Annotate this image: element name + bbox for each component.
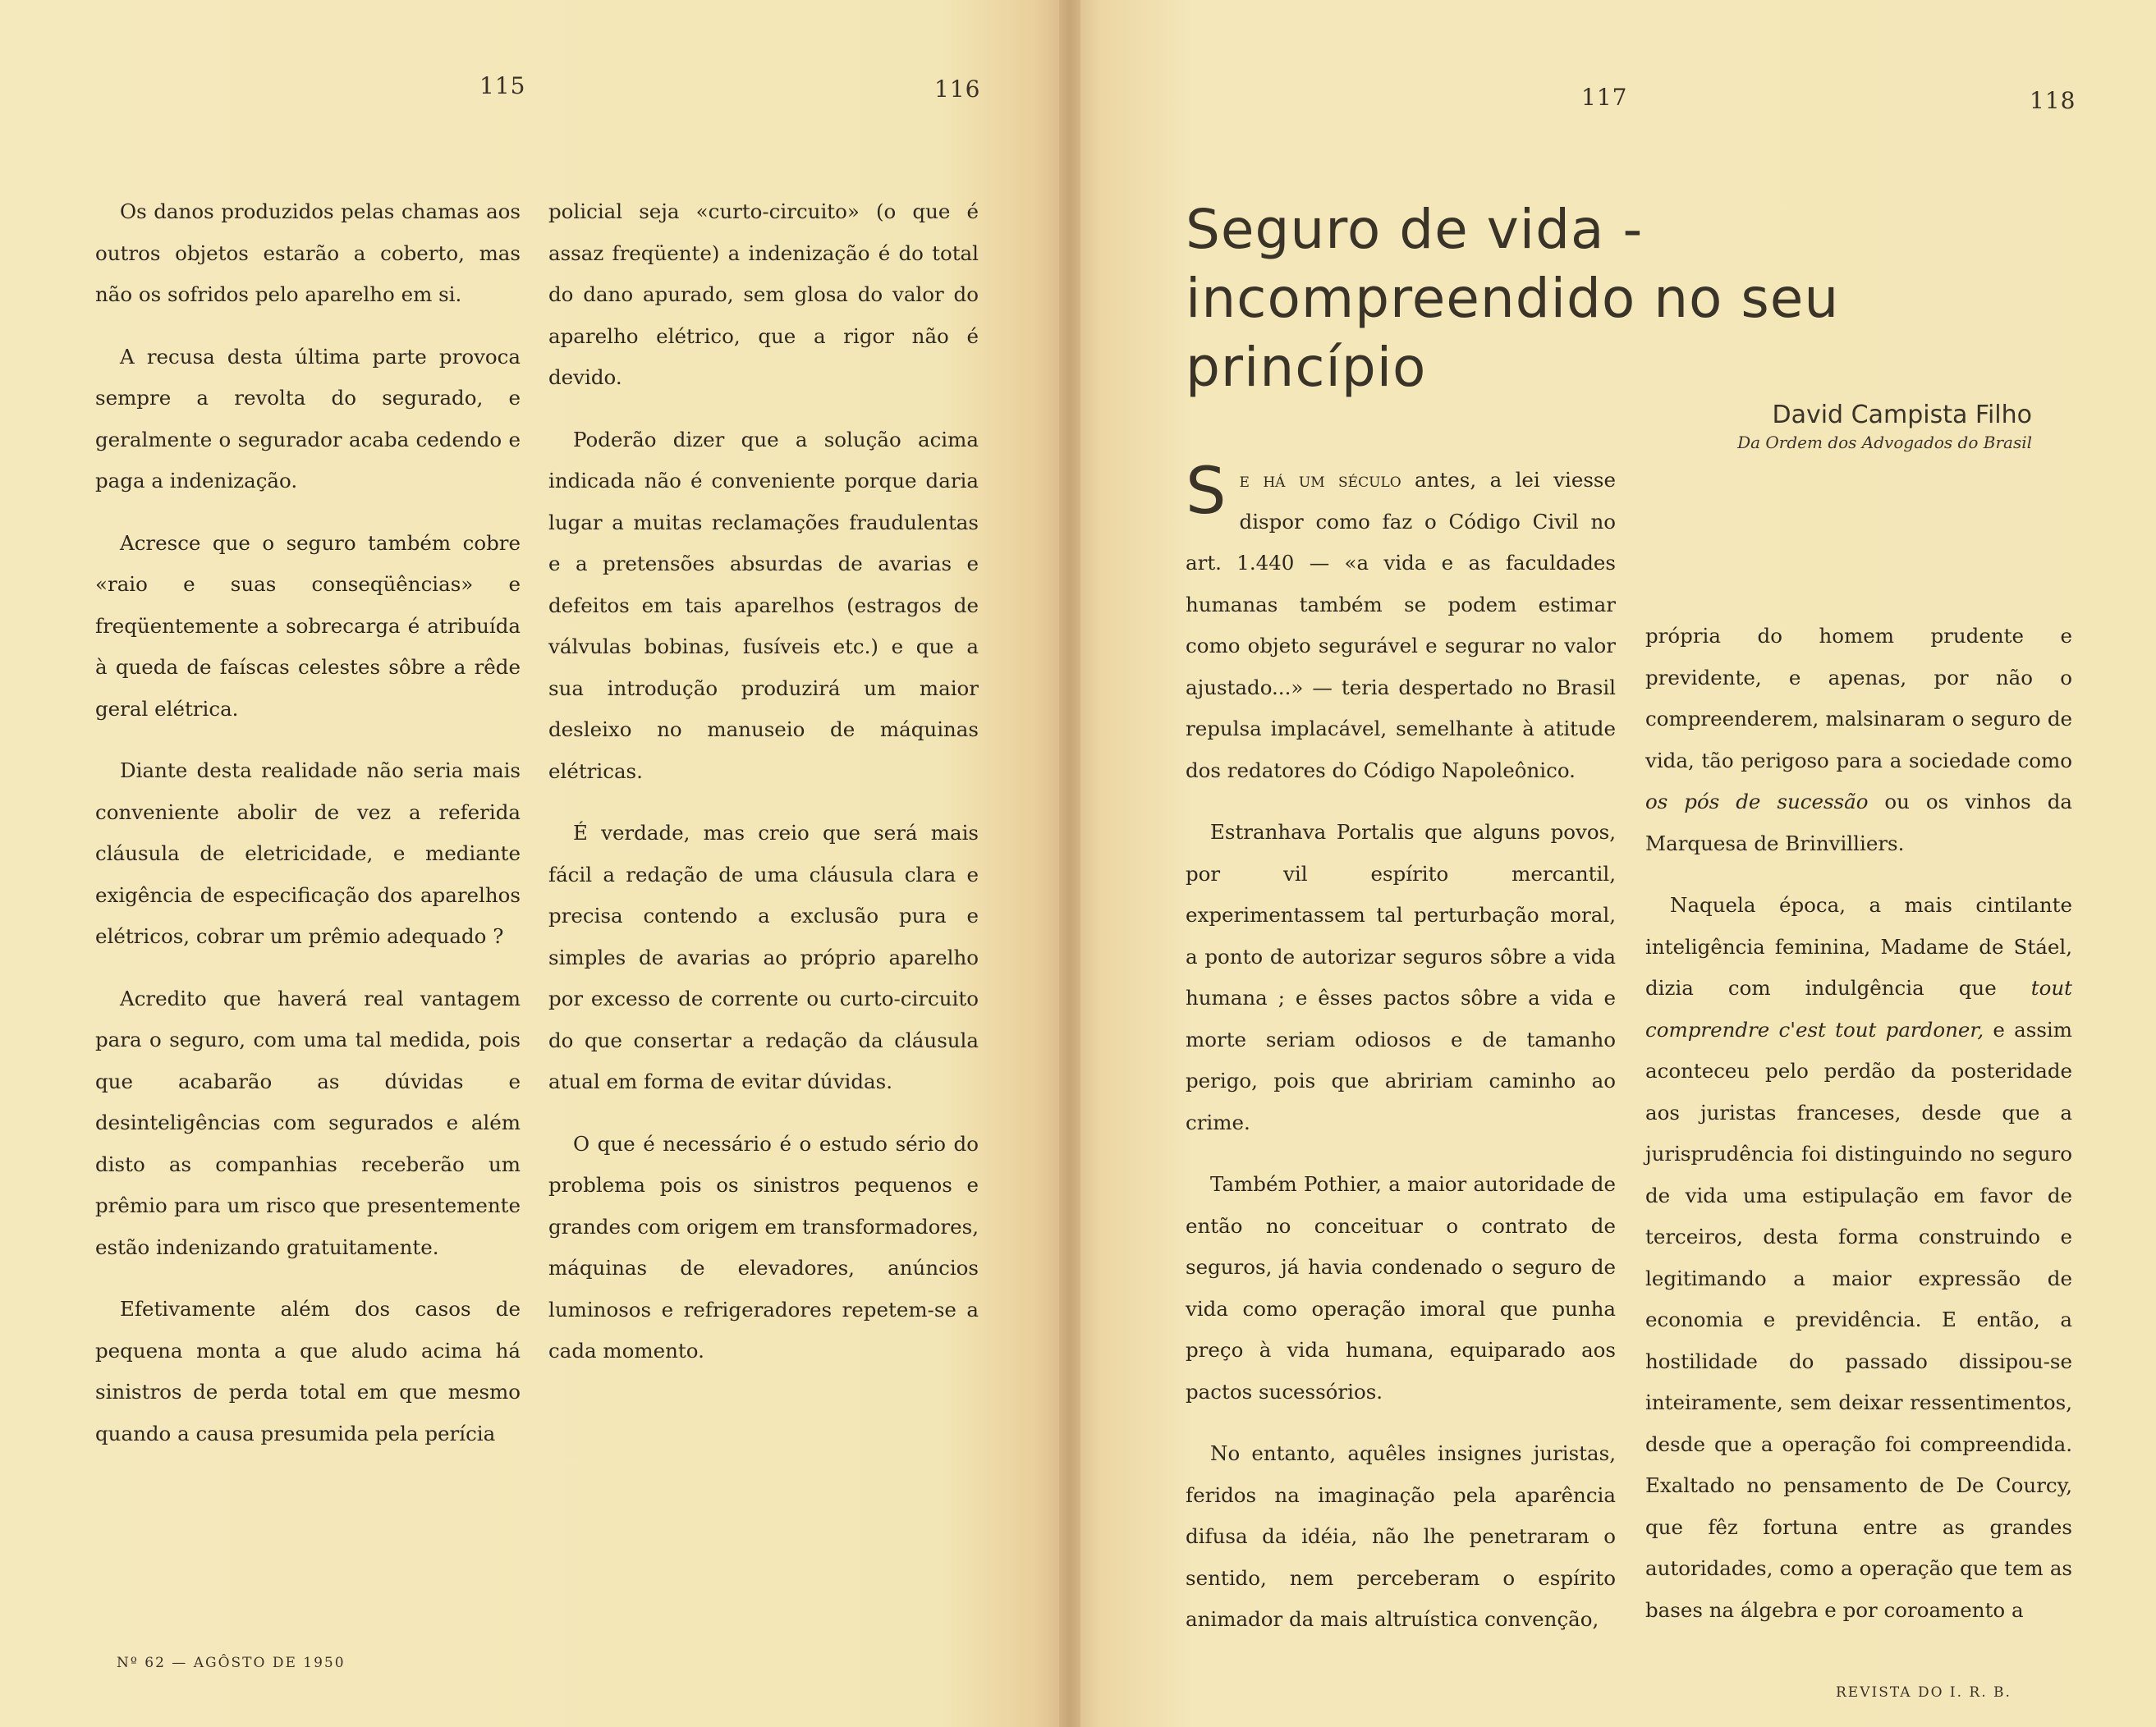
page-number-115: 115 (479, 72, 526, 99)
text-span: ou os vinhos da Marquesa de Brinvilliers. (1645, 790, 2072, 855)
author-name: David Campista Filho (1772, 401, 2032, 429)
column-page-117 (1186, 455, 1616, 1661)
book-gutter (1059, 0, 1080, 1727)
author-block (1737, 401, 2032, 452)
paragraph: Diante desta realidade não seria mais conveniente abolir de vez a referida cláusula de eletricidade, e mediante exigência de especificação dos aparelhos elétricos, cobrar um prêmio adequado ? (95, 758, 521, 948)
paragraph (1645, 885, 2072, 1631)
paragraph: Acresce que o seguro também cobre «raio e suas conseqüências» e freqüentemente a sobrecarga é atribuída à queda de faíscas celestes sôbre a rêde geral elétrica. (95, 530, 521, 721)
lead-smallcaps: e há um século (1239, 468, 1401, 492)
paragraph: O que é necessário é o estudo sério do problema pois os sinistros pequenos e grandes com origem em transformadores, máquinas de elevadores, anúncios luminosos e refrigeradores repetem-se a cada momento. (548, 1131, 979, 1363)
footer-issue: Nº 62 — AGÔSTO DE 1950 (117, 1655, 346, 1671)
italic-span: tout comprendre c'est tout pardoner, (1645, 976, 2072, 1042)
paragraph (1645, 616, 2072, 864)
paragraph: Poderão dizer que a solução acima indicada não é conveniente porque daria lugar a muitas reclamações fraudulentas e a pretensões absurdas de avarias e defeitos em tais aparelhos (estragos de válvulas bobinas, fusíveis etc.) e que a sua introdução produzirá um maior desleixo no manuseio de máquinas elétricas. (548, 427, 979, 783)
lead-text: antes, a lei viesse dispor como faz o Código Civil no art. 1.440 — «a vida e as faculdades humanas também se podem estimar como objeto segurável e segurar no valor ajustado...» — teria despertado no Brasil repulsa implacável, semelhante à atitude dos redatores do Código Napoleônico. (1186, 468, 1616, 782)
paragraph: Também Pothier, a maior autoridade de então no conceituar o contrato de seguros, já havia condenado o seguro de vida como operação imoral que punha preço à vida humana, equiparado aos pactos sucessórios. (1186, 1172, 1616, 1404)
paragraph: Acredito que haverá real vantagem para o seguro, com uma tal medida, pois que acabarão as dúvidas e desinteligências com segurados e além disto as companhias receberão um prêmio para um risco que presentemente estão indenizando gratuitamente. (95, 986, 521, 1259)
paragraph: No entanto, aquêles insignes juristas, feridos na imaginação pela aparência difusa da idéia, não lhe penetraram o sentido, nem perceberam o espírito animador da mais altruística convenção, (1186, 1441, 1616, 1631)
column-page-115 (95, 191, 521, 1475)
footer-journal: REVISTA DO I. R. B. (1836, 1684, 2012, 1701)
article-title: Seguro de vida - incompreendido no seu princípio (1186, 198, 1840, 399)
paragraph: Estranhava Portalis que alguns povos, por vil espírito mercantil, experimentassem tal perturbação moral, a ponto de autorizar seguros sôbre a vida humana ; e êsses pactos sôbre a vida e morte seriam odiosos e de tamanho perigo, pois que abririam caminho ao crime. (1186, 820, 1616, 1134)
text-span: e assim aconteceu pelo perdão da posteridade aos juristas franceses, desde que a jurisprudência foi distinguindo no seguro de vida uma estipulação em favor de terceiros, desta forma construindo e legitimando a maior expressão de economia e previdência. E então, a hostilidade do passado dissipou-se inteiramente, sem deixar ressentimentos, desde que a operação foi compreendida. Exaltado no pensamento de De Courcy, que fêz fortuna entre as grandes autoridades, como a operação que tem as bases na álgebra e por coroamento a (1645, 1017, 2072, 1622)
paragraph: É verdade, mas creio que será mais fácil a redação de uma cláusula clara e precisa contendo a exclusão pura e simples de avarias ao próprio aparelho por excesso de corrente ou curto-circuito do que consertar a redação da cláusula atual em forma de evitar dúvidas. (548, 821, 979, 1093)
lead-paragraph (1186, 455, 1616, 791)
text-span: própria do homem prudente e previdente, e apenas, por não o compreenderem, malsinaram o seguro de vida, tão perigoso para a sociedade como (1645, 624, 2072, 772)
column-page-116 (548, 191, 979, 1393)
text-span: Naquela época, a mais cintilante inteligência feminina, Madame de Stáel, dizia com indulgência que (1645, 893, 2072, 1000)
paragraph: policial seja «curto-circuito» (o que é assaz freqüente) a indenização é do total do dano apurado, sem glosa do valor do aparelho elétrico, que a rigor não é devido. (548, 199, 979, 389)
column-page-118 (1645, 616, 2072, 1651)
paragraph: Os danos produzidos pelas chamas aos outros objetos estarão a coberto, mas não os sofridos pelo aparelho em si. (95, 199, 521, 306)
page-number-118: 118 (2030, 87, 2076, 114)
italic-span: os pós de sucessão (1645, 790, 1869, 813)
paragraph: Efetivamente além dos casos de pequena monta a que aludo acima há sinistros de perda total em que mesmo quando a causa presumida pela perícia (95, 1297, 521, 1445)
page-number-117: 117 (1581, 84, 1628, 111)
paragraph: A recusa desta última parte provoca sempre a revolta do segurado, e geralmente o segurador acaba cedendo e paga a indenização. (95, 344, 521, 492)
author-affiliation: Da Ordem dos Advogados do Brasil (1737, 433, 2032, 452)
drop-cap: S (1186, 455, 1227, 529)
page-number-116: 116 (934, 76, 981, 103)
